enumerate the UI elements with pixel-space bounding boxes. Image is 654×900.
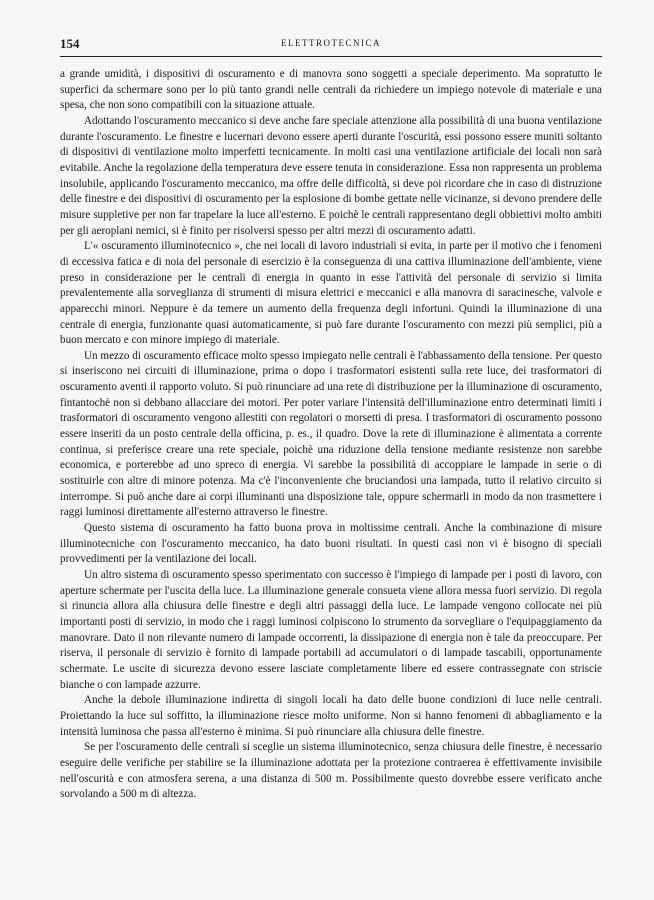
paragraph: a grande umidità, i dispositivi di oscuramento e di manovra sono soggetti a speciale deperimento. Ma sopratutto le superfici da schermare sono per lo più tanto grandi nelle centrali da richiedere un impiego notevole di materiale e una spesa, che non sono compatibili con la situazione attuale.: [60, 68, 602, 112]
running-header: [60, 30, 602, 57]
article-body: [60, 67, 602, 803]
paragraph: Questo sistema di oscuramento ha fatto buona prova in moltissime centrali. Anche la combinazione di misure illuminotecniche con l'oscuramento meccanico, ha dato buoni risultati. In questi casi non vi è bisogno di speciali provvedimenti per la ventilazione dei locali.: [60, 522, 602, 566]
paragraph: Adottando l'oscuramento meccanico si deve anche fare speciale attenzione alla possibilità di una buona ventilazione durante l'oscuramento. Le finestre e lucernari devono essere aperti durante l'oscurità, essi possono essere muniti soltanto di dispositivi di ventilazione molto imperfetti tecnicamente. In molti casi una ventilazione artificiale dei locali non sarà evitabile. Anche la regolazione della temperatura deve essere tenuta in considerazione. Essa non rappresenta un problema insolubile, applicando l'oscuramento meccanico, ma offre delle difficoltà, si deve poi ricordare che in caso di distruzione delle finestre e dei dispositivi di oscuramento per la esplosione di bombe gettate nelle vicinanze, si devono prendere delle misure suppletive per non far trapelare la luce all'esterno. E poichè le centrali rappresentano degli obbiettivi molto ambiti per gli aeroplani nemici, si è finito per risolversi spesso per altri mezzi di oscuramento adatti.: [60, 114, 602, 237]
paragraph: L'« oscuramento illuminotecnico », che nei locali di lavoro industriali si evita, in parte per il motivo che i fenomeni di eccessiva fatica e di noia del personale di esercizio è la conseguenza di una cattiva illuminazione dell'ambiente, viene preso in considerazione per le centrali di energia in quanto in esse l'attività del personale di servizio si limita prevalentemente alla sorveglianza di strumenti di misura elettrici e meccanici e alla manovra di saracinesche, valvole e apparecchi minori. Neppure è da temere un aumento della frequenza degli infortuni. Quindi la illuminazione di una centrale di energia, funzionante quasi automaticamente, si può fare durante l'oscuramento con mezzi più semplici, più a buon mercato e con minore impiego di materiale.: [60, 240, 602, 347]
paragraph: Un altro sistema di oscuramento spesso sperimentato con successo è l'impiego di lampade per i posti di lavoro, con aperture schermate per l'uscita della luce. La illuminazione generale consueta viene allora messa fuori servizio. Di regola si rinuncia allora alla chiusura delle finestre e degli altri passaggi della luce. Le lampade vengono collocate nei più importanti posti di servizio, in modo che i raggi luminosi colpiscono lo strumento da sorvegliare o l'equipaggiamento da manovrare. Dato il non rilevante numero di lampade occorrenti, la dissipazione di energia non è tale da preoccupare. Per riserva, il personale di servizio è fornito di lampade portabili ad accumulatori o di lampade tascabili, opportunamente schermate. Le uscite di sicurezza devono essere lasciate completamente libere ed essere contrassegnate con striscie bianche o con lampade azzurre.: [60, 569, 602, 691]
page-number: 154: [60, 36, 80, 51]
journal-title: ELETTROTECNICA: [281, 38, 381, 48]
paragraph: Un mezzo di oscuramento efficace molto spesso impiegato nelle centrali è l'abbassamento della tensione. Per questo si inseriscono nei circuiti di illuminazione, prima o dopo i trasformatori esistenti sulla rete luce, dei trasformatori di oscuramento aventi il rapporto voluto. Si può rinunciare ad una rete di distribuzione per la illuminazione di oscuramento, fintantochè non si debbano allacciare dei motori. Per poter variare l'intensità dell'illuminazione entro determinati limiti i trasformatori di oscuramento vengono allestiti con regolatori o morsetti di presa. I trasformatori di oscuramento possono essere inseriti da un posto centrale della officina, p. es., il quadro. Dove la rete di illuminazione è alimentata a corrente continua, si preferisce creare una rete speciale, poichè una riduzione della tensione mediante resistenze non sarebbe economica, e porterebbe ad uno spreco di energia. Vi sarebbe la possibilità di accoppiare le lampade in serie o di sostituirle con altre di minore potenza. Ma c'è l'inconveniente che bruciandosi una lampada, tutto il relativo circuito si interrompe. Si può anche dare ai corpi illuminanti una disposizione tale, oppure schermarli in modo da non trasmettere i raggi luminosi direttamente all'esterno attraverso le finestre.: [60, 349, 602, 519]
paragraph: Anche la debole illuminazione indiretta di singoli locali ha dato delle buone condizioni di luce nelle centrali. Proiettando la luce sul soffitto, la illuminazione riesce molto uniforme. Non si hanno fenomeni di abbagliamento e la intensità luminosa che passa all'esterno è minima. Si può rinunciare alla chiusura delle finestre.: [60, 694, 602, 738]
paragraph: Se per l'oscuramento delle centrali si sceglie un sistema illuminotecnico, senza chiusura delle finestre, è necessario eseguire delle verifiche per stabilire se la illuminazione adottata per la protezione contraerea è effettivamente invisibile nell'oscurità e con atmosfera serena, a una distanza di 500 m. Possibilmente questo dovrebbe essere verificato anche sorvolando a 500 m di altezza.: [60, 741, 602, 801]
